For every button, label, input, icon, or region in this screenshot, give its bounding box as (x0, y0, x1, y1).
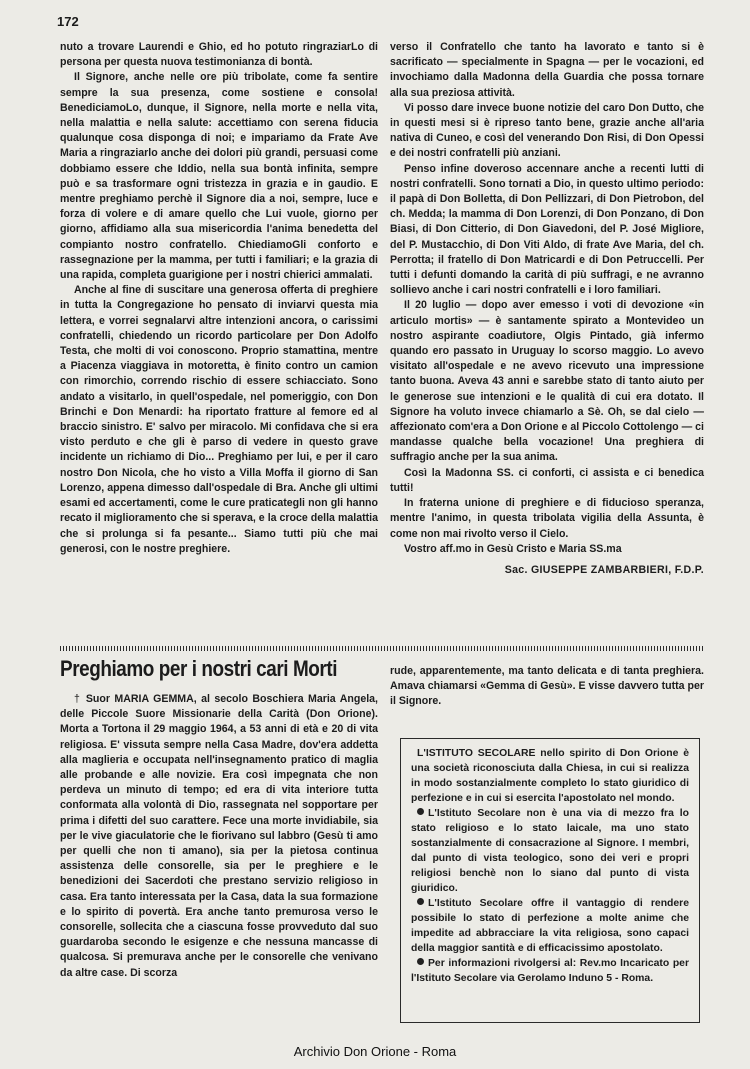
paragraph: Così la Madonna SS. ci conforti, ci assista e ci benedica tutti! (390, 466, 704, 494)
box-bullet-text: L'Istituto Secolare non è una via di mezzo fra lo stato religioso e lo stato laicale, ma uno stato sostanzialmente di consacrazione al Signore. I membri, dal punto di vista teologico, sono dei veri e propri religiosi benchè non lo siano dal punto di vista giuridico. (411, 808, 689, 894)
paragraph: verso il Confratello che tanto ha lavorato e tanto si è sacrificato — specialmente in Spagna — per le vocazioni, ed invochiamo dalla Madonna della Guardia che possa tornare alla sua preziosa attività. (390, 41, 704, 99)
closing-line: Vostro aff.mo in Gesù Cristo e Maria SS.ma (404, 542, 622, 555)
section-title: Preghiamo per i nostri cari Morti (60, 656, 338, 681)
letter-left-column (60, 40, 378, 557)
paragraph: nuto a trovare Laurendi e Ghio, ed ho potuto ringraziarLo di persona per questa nuova testimonianza di bontà. (60, 41, 378, 69)
section-divider (60, 646, 704, 651)
letter-right-column (390, 40, 704, 578)
obituary-continuation: rude, apparentemente, ma tanto delicata e di tanta preghiera. Amava chiamarsi «Gemma di Gesù». E visse davvero tutta per il Signore. (390, 665, 704, 708)
signature: Sac. GIUSEPPE ZAMBARBIERI, F.D.P. (504, 563, 704, 576)
paragraph: Anche al fine di suscitare una generosa offerta di preghiere in tutta la Congregazione ho pensato di inviarvi questa mia lettera, e vorrei segnalarvi altre intenzioni ancora, o carissimi confratelli, chiedendo un ricordo particolare per Don Adolfo Testa, che molti di voi conoscono. Proprio stamattina, mentre a Piacenza viaggiava in motoretta, è finito contro un camion con rimorchio, correndo rischio di essere schiacciato. Sono andato a visitarlo, in quell'ospedale, nel pomeriggio, con Don Brinchi e Don Menardi: ha riportato fratture al femore ed al braccio sinistro. E' salvo per miracolo. Mi confidava che si era visto perduto e che gli è parso di vedere in questo grave incidente un richiamo di Dio... Preghiamo per lui, e per il caro nostro Don Nicola, che ho visto a Villa Moffa il giorno di San Lorenzo, appena dimesso dall'ospedale di Bra. Anche gli ultimi esami ed accertamenti, come le cure praticategli non gli hanno recato il miglioramento che si sperava, e la croce della malattia che si prolunga si fa pesante... Siamo tutti più che mai generosi, con le nostre preghiere. (60, 284, 378, 555)
page-number: 172 (57, 14, 79, 29)
cross-symbol: † (74, 693, 82, 705)
archive-caption: Archivio Don Orione - Roma (293, 1044, 457, 1059)
box-bullet-item (411, 806, 689, 896)
paragraph: Il 20 luglio — dopo aver emesso i voti di devozione «in articulo mortis» — è santamente spirato a Montevideo un nostro aspirante coadiutore, Olgis Pintado, già infermo quando ero passato in Uruguay lo scorso maggio. Lo avevo visitato all'ospedale e ne avevo ricevuto una impressione tanto buona. Aveva 43 anni e sarebbe stato di tanto aiuto per le generose sue intenzioni e le qualità di cui era dotato. Il Signore ha voluto invece chiamarlo a Sè. Oh, se dal cielo — affezionato com'era a Don Orione e al Piccolo Cottolengo — ci mandasse qualche bella vocazione! Una preghiera di suffragio anche per la sua anima. (390, 299, 704, 464)
box-bullet-text: Per informazioni rivolgersi al: Rev.mo Incaricato per l'Istituto Secolare via Gerolamo Induno 5 - Roma. (411, 958, 689, 984)
obituary-body: Suor MARIA GEMMA, al secolo Boschiera Maria Angela, delle Piccole Suore Missionarie della Carità (Don Orione). Morta a Tortona il 29 maggio 1964, a 53 anni di età e 20 di vita religiosa. E' vissuta sempre nella Casa Madre, dov'era addetta alla maglieria e occupata nell'insegnamento pratico di maglia alle probande e alle novizie. Era così impegnata che non perdeva un minuto di tempo; ed era di vita interiore tutta conformata alla volontà di Dio, rassegnata nel sopportare per prima i difetti del suo carattere. Fece una morte invidiabile, sia per le vive giaculatorie che le fiorivano sul labbro (Gesù ti amo per quelli che non ti amano), sia per la pietosa continua assistenza delle consorelle, sia per le preghiere e le benedizioni dei Sacerdoti che prestano servizio religioso in casa. Era tanto interessata per la Casa, data la sua formazione e lo spirito di povertà. Era anche tanto premurosa verso le consorelle, sollecita che a ciascuna fosse provveduto dal suo guardaroba secondo le esigenze e che nessuna mancasse di qualcosa. Si premurava anche per le consorelle che venivano da altre case. Di scorza (60, 693, 378, 979)
paragraph: Vi posso dare invece buone notizie del caro Don Dutto, che in questi mesi si è ripreso tanto bene, grazie anche all'aria nativa di Cuneo, e così del venerando Don Risi, di Don Opessi e dei nostri confratelli più anziani. (390, 101, 704, 160)
bullet-dot-icon (417, 898, 424, 905)
box-paragraph: L'ISTITUTO SECOLARE nello spirito di Don Orione è una società riconosciuta dalla Chiesa, in cui si realizza in modo sostanzialmente completo lo stato giuridico di perfezione e in cui si esercita l'apostolato nel mondo. (411, 748, 689, 804)
bullet-dot-icon (417, 958, 424, 965)
bullet-dot-icon (417, 808, 424, 815)
obituary-text (60, 692, 378, 981)
paragraph: Il Signore, anche nelle ore più tribolate, come fa sentire sempre la sua presenza, come sostiene e consola! BenediciamoLo, dunque, il Signore, nella morte e nella vita, nella malattia e nella salute: accettiamo con serena fiducia qualunque cosa disponga di noi; e impariamo da Frate Ave Maria a ringraziarlo anche dei dolori più grandi, persuasi come dobbiamo essere che Iddio, nella sua bontà infinita, sempre può e sa trasformare ogni tristezza in grazia e in gaudio. E mentre preghiamo perchè il Signore dia a noi, sempre, luce e forza di volere e di amare quello che Lui vuole, giorno per giorno, affidiamo alla sua misericordia l'anima benedetta del compianto nostro confratello. ChiediamoGli conforto e rassegnazione per la mamma, per tutti i familiari; e la grazia di una rapida, completa guarigione per i nostri chierici ammalati. (60, 71, 378, 282)
secular-institute-box (400, 738, 700, 1023)
paragraph: Penso infine doveroso accennare anche a recenti lutti di nostri confratelli. Sono tornati a Dio, in questo ultimo periodo: il papà di Don Bolletta, di Don Pellizzari, di Don Pietrobon, del ch. Medda; la mamma di Don Lorenzi, di Don Ponzano, di Don Biasi, di Don Citterio, di Don Giavedoni, del P. José Migliore, del P. Mustacchio, di Don Viti Aldo, di frate Ave Maria, del ch. Perrotta; il fratello di Don Matricardi e di Don Petruccelli. Per tutti i defunti domando la carità di più suffragi, e ne avranno sollievo anche i cari nostri confratelli e i loro familiari. (390, 162, 704, 297)
box-bullet-text: L'Istituto Secolare offre il vantaggio di rendere possibile lo stato di perfezione a molte anime che impedite ad abbracciare la vita religiosa, sono capaci della maggior santità e di efficacissimo apostolato. (411, 898, 689, 954)
paragraph: In fraterna unione di preghiere e di fiducioso speranza, mentre l'animo, in questa tribolata vigilia della Assunta, è come non mai rivolto verso il Cielo. (390, 497, 704, 540)
obituary-left-column (60, 692, 378, 981)
box-bullet-item (411, 896, 689, 956)
box-bullet-item (411, 956, 689, 986)
obituary-right-column (390, 664, 704, 710)
